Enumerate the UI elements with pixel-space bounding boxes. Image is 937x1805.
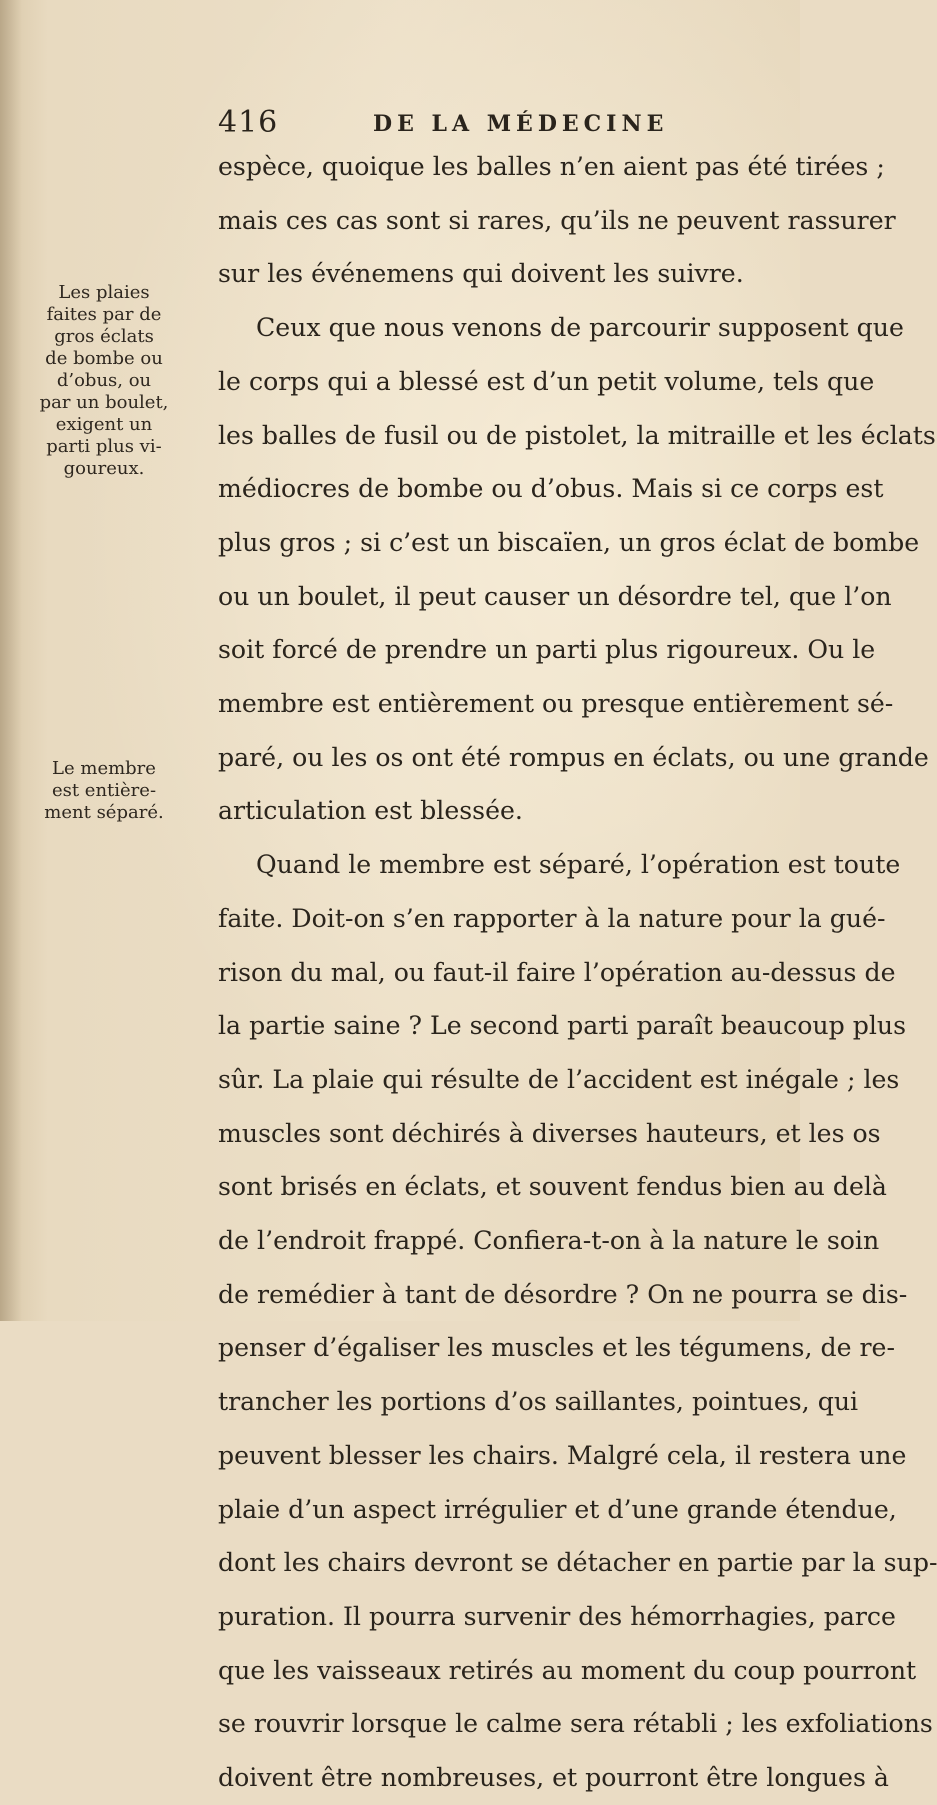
margin-note-line: Le membre	[52, 758, 156, 779]
text-line: faite. Doit-on s’en rapporter à la nature pour la gué-	[218, 903, 886, 933]
text-line: ou un boulet, il peut causer un désordre tel, que l’on	[218, 581, 892, 611]
text-line: peuvent blesser les chairs. Malgré cela, il restera une	[218, 1440, 907, 1470]
text-line: trancher les portions d’os saillantes, pointues, qui	[218, 1387, 859, 1417]
text-line: soit forcé de prendre un parti plus rigoureux. Ou le	[218, 635, 876, 665]
text-line: le corps qui a blessé est d’un petit volume, tels que	[218, 366, 875, 396]
text-line: articulation est blessée.	[218, 796, 523, 826]
text-line: puration. Il pourra survenir des hémorrhagies, parce	[218, 1601, 896, 1631]
text-line: membre est entièrement ou presque entièrement sé-	[218, 689, 894, 719]
text-line: Ceux que nous venons de parcourir supposent que	[256, 313, 904, 343]
text-line: doivent être nombreuses, et pourront être longues à	[218, 1763, 889, 1793]
running-head: DE LA MÉDECINE	[373, 111, 669, 137]
margin-note-line: ment séparé.	[44, 802, 164, 823]
text-line: se rouvrir lorsque le calme sera rétabli ; les exfoliations	[218, 1709, 933, 1739]
text-line: plaie d’un aspect irrégulier et d’une grande étendue,	[218, 1494, 897, 1524]
text-line: penser d’égaliser les muscles et les tégumens, de re-	[218, 1333, 895, 1363]
text-line: mais ces cas sont si rares, qu’ils ne peuvent rassurer	[218, 205, 896, 235]
text-line: espèce, quoique les balles n’en aient pas été tirées ;	[218, 152, 885, 181]
text-line: la partie saine ? Le second parti paraît beaucoup plus	[218, 1011, 907, 1041]
text-line: sont brisés en éclats, et souvent fendus bien au delà	[218, 1172, 887, 1202]
text-line: de remédier à tant de désordre ? On ne pourra se dis-	[218, 1279, 908, 1309]
margin-note-large-wounds	[14, 282, 194, 480]
margin-note-line: parti plus vi-	[46, 436, 162, 457]
margin-note-line: Les plaies	[58, 282, 150, 303]
margin-note-line: est entière-	[51, 780, 157, 801]
margin-note-line: exigent un	[55, 414, 153, 435]
text-line: sûr. La plaie qui résulte de l’accident est inégale ; les	[218, 1064, 900, 1094]
margin-note-separated-limb	[14, 758, 194, 824]
gutter-shadow	[0, 0, 22, 1321]
page-number: 416	[218, 105, 279, 140]
text-line: muscles sont déchirés à diverses hauteurs, et les os	[218, 1118, 881, 1148]
margin-note-line: goureux.	[63, 458, 145, 479]
text-line: de l’endroit frappé. Confiera-t-on à la nature le soin	[218, 1226, 880, 1256]
text-line: médiocres de bombe ou d’obus. Mais si ce corps est	[218, 474, 884, 504]
margin-note-line: faites par de	[46, 304, 162, 325]
body-text	[218, 140, 937, 1805]
page-header	[218, 105, 773, 145]
margin-note-line: de bombe ou	[45, 348, 163, 369]
margin-note-line: d’obus, ou	[56, 370, 152, 391]
text-line: plus gros ; si c’est un biscaïen, un gros éclat de bombe	[218, 527, 920, 557]
margin-note-line: par un boulet,	[39, 392, 169, 413]
text-line: les balles de fusil ou de pistolet, la mitraille et les éclats	[218, 420, 936, 450]
text-line: dont les chairs devront se détacher en partie par la sup-	[218, 1548, 937, 1578]
text-line: sur les événemens qui doivent les suivre.	[218, 259, 744, 289]
text-line: paré, ou les os ont été rompus en éclats, ou une grande	[218, 742, 929, 772]
text-line: que les vaisseaux retirés au moment du coup pourront	[218, 1655, 917, 1685]
margin-note-line: gros éclats	[54, 326, 154, 347]
text-line: Quand le membre est séparé, l’opération est toute	[256, 850, 901, 880]
text-line: rison du mal, ou faut-il faire l’opération au-dessus de	[218, 957, 896, 987]
